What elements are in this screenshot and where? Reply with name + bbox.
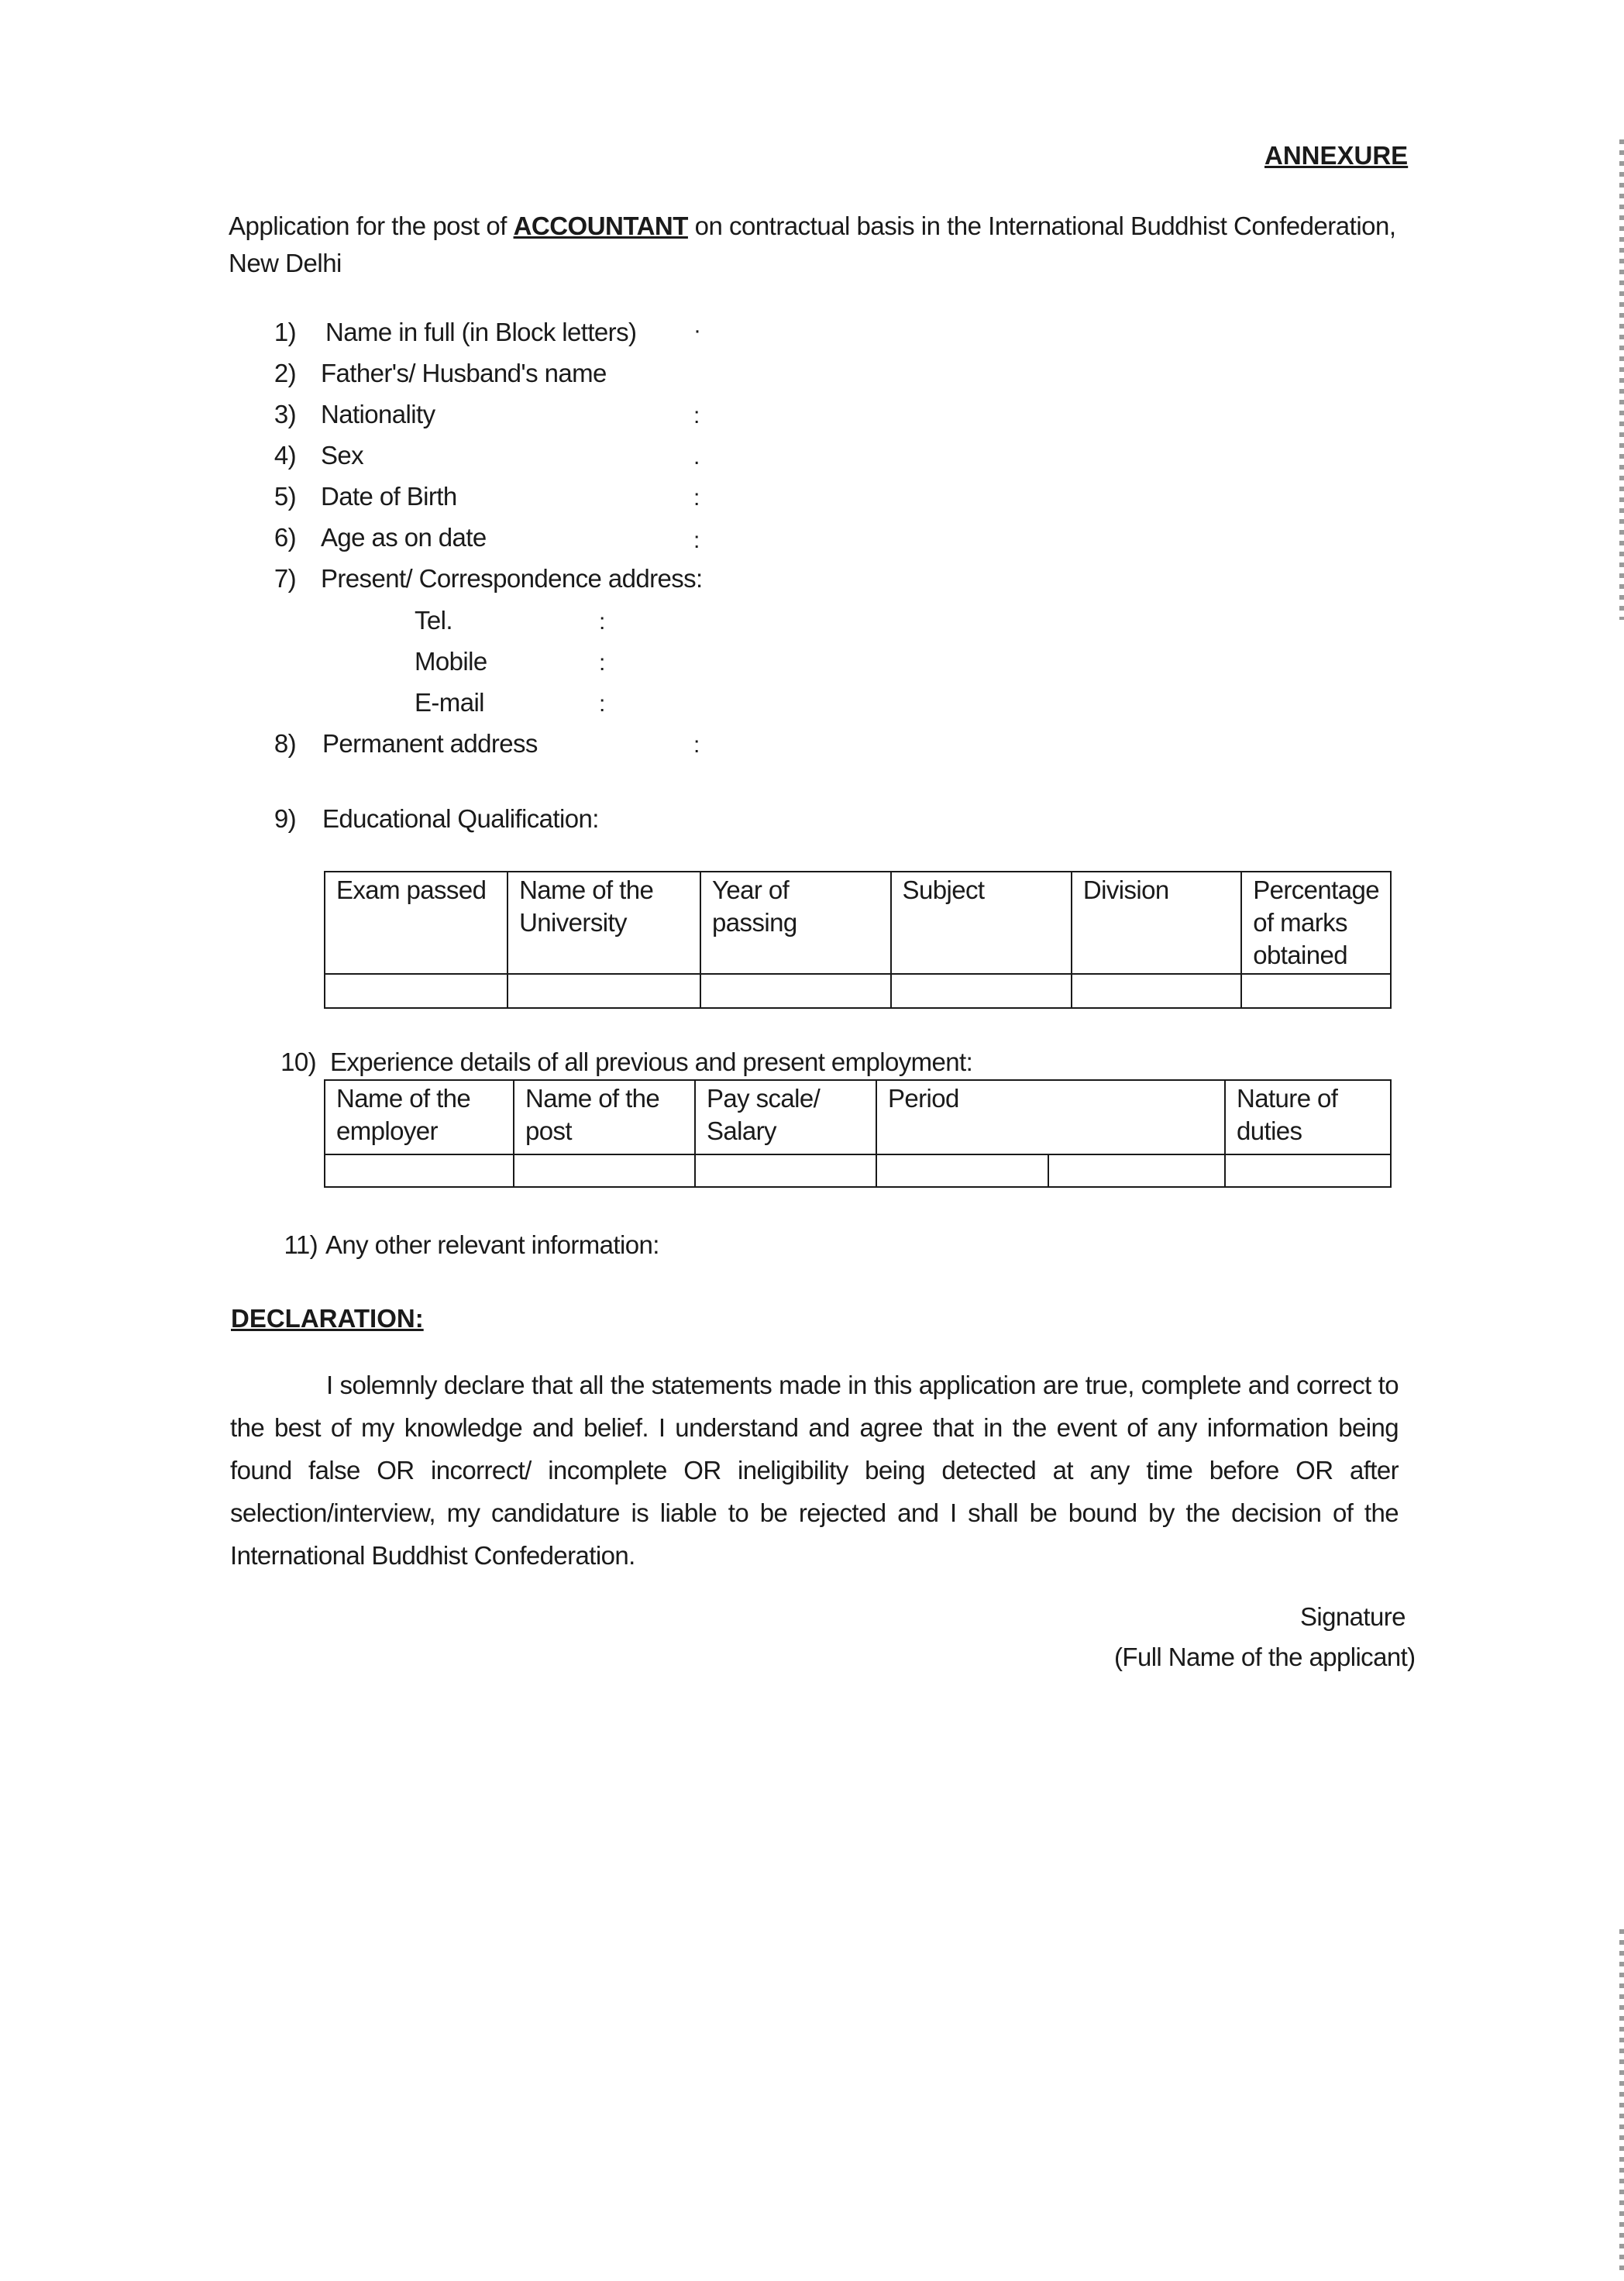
table-cell[interactable] [695, 1154, 876, 1187]
field-number: 7) [274, 564, 296, 593]
header-year: Year of passing [700, 872, 891, 974]
header-division: Division [1072, 872, 1241, 974]
contact-label: E-mail [415, 688, 484, 717]
contact-separator: : [599, 650, 605, 676]
table-cell[interactable] [508, 974, 700, 1008]
table-cell[interactable] [876, 1154, 1048, 1187]
header-percentage: Percentage of marks obtained [1241, 872, 1391, 974]
application-title [229, 208, 1406, 282]
field-label: Nationality [321, 400, 435, 428]
table-row [325, 1154, 1391, 1187]
table-cell[interactable] [1241, 974, 1391, 1008]
field-separator: : [693, 403, 700, 428]
table-cell[interactable] [1225, 1154, 1391, 1187]
field-label: Name in full (in Block letters) [325, 318, 637, 346]
field-label: Sex [321, 441, 364, 470]
scan-edge-mark [1619, 1929, 1624, 2270]
table-cell[interactable] [1072, 974, 1241, 1008]
header-period: Period [876, 1080, 1225, 1154]
header-university: Name of the University [508, 872, 700, 974]
education-table [324, 871, 1392, 1009]
table-cell[interactable] [1048, 1154, 1225, 1187]
signature-label: Signature [1300, 1602, 1406, 1631]
field-number: 1) [274, 318, 296, 346]
contact-label: Mobile [415, 647, 487, 676]
declaration-text: I solemnly declare that all the statements made in this application are true, complete and correct to the best of my knowledge and belief. I understand and agree that in the event of any information being found false OR incorrect/ incomplete OR ineligibility being detected at any time before OR after selection/interview, my candidature is liable to be rejected and I shall be bound by the decision of the International Buddhist Confederation. [230, 1371, 1399, 1570]
scan-edge-mark [1619, 139, 1624, 620]
table-cell[interactable] [325, 974, 508, 1008]
header-post: Name of the post [514, 1080, 695, 1154]
intro-suffix: on contractual basis in the International Buddhist Confederation, New Delhi [229, 212, 1396, 277]
field-label: Present/ Correspondence address: [321, 564, 703, 593]
annexure-heading: ANNEXURE [1264, 141, 1409, 170]
table-header-row [325, 872, 1391, 974]
table-row [325, 974, 1391, 1008]
post-name: ACCOUNTANT [513, 212, 688, 240]
header-pay-scale: Pay scale/ Salary [695, 1080, 876, 1154]
table-cell[interactable] [325, 1154, 514, 1187]
experience-table [324, 1079, 1392, 1188]
declaration-title: DECLARATION: [231, 1304, 424, 1333]
field-separator: . [693, 444, 700, 470]
table-cell[interactable] [891, 974, 1072, 1008]
field-label: Date of Birth [321, 482, 457, 511]
field-number: 2) [274, 359, 296, 387]
field-separator: : [693, 528, 700, 553]
field-number: 11) [284, 1230, 318, 1259]
table-cell[interactable] [514, 1154, 695, 1187]
field-separator: : [693, 732, 700, 758]
field-label: Father's/ Husband's name [321, 359, 607, 387]
field-label: Permanent address [322, 729, 538, 758]
field-number: 9) [274, 804, 296, 833]
table-cell[interactable] [700, 974, 891, 1008]
field-separator: : [693, 485, 700, 511]
contact-separator: : [599, 609, 605, 635]
field-label: Experience details of all previous and present employment: [330, 1048, 973, 1076]
header-employer: Name of the employer [325, 1080, 514, 1154]
field-number: 6) [274, 523, 296, 552]
field-number: 4) [274, 441, 296, 470]
contact-label: Tel. [415, 606, 452, 635]
table-header-row [325, 1080, 1391, 1154]
header-nature-of-duties: Nature of duties [1225, 1080, 1391, 1154]
header-exam-passed: Exam passed [325, 872, 508, 974]
signature-name-label: (Full Name of the applicant) [1114, 1643, 1416, 1671]
field-label: Age as on date [321, 523, 487, 552]
field-number: 3) [274, 400, 296, 428]
field-label: Any other relevant information: [325, 1230, 659, 1259]
field-number: 10) [280, 1048, 316, 1076]
intro-prefix: Application for the post of [229, 212, 514, 240]
field-label: Educational Qualification: [322, 804, 599, 833]
contact-separator: : [599, 691, 605, 717]
field-number: 5) [274, 482, 296, 511]
header-subject: Subject [891, 872, 1072, 974]
field-separator: · [693, 318, 701, 343]
field-number: 8) [274, 729, 296, 758]
